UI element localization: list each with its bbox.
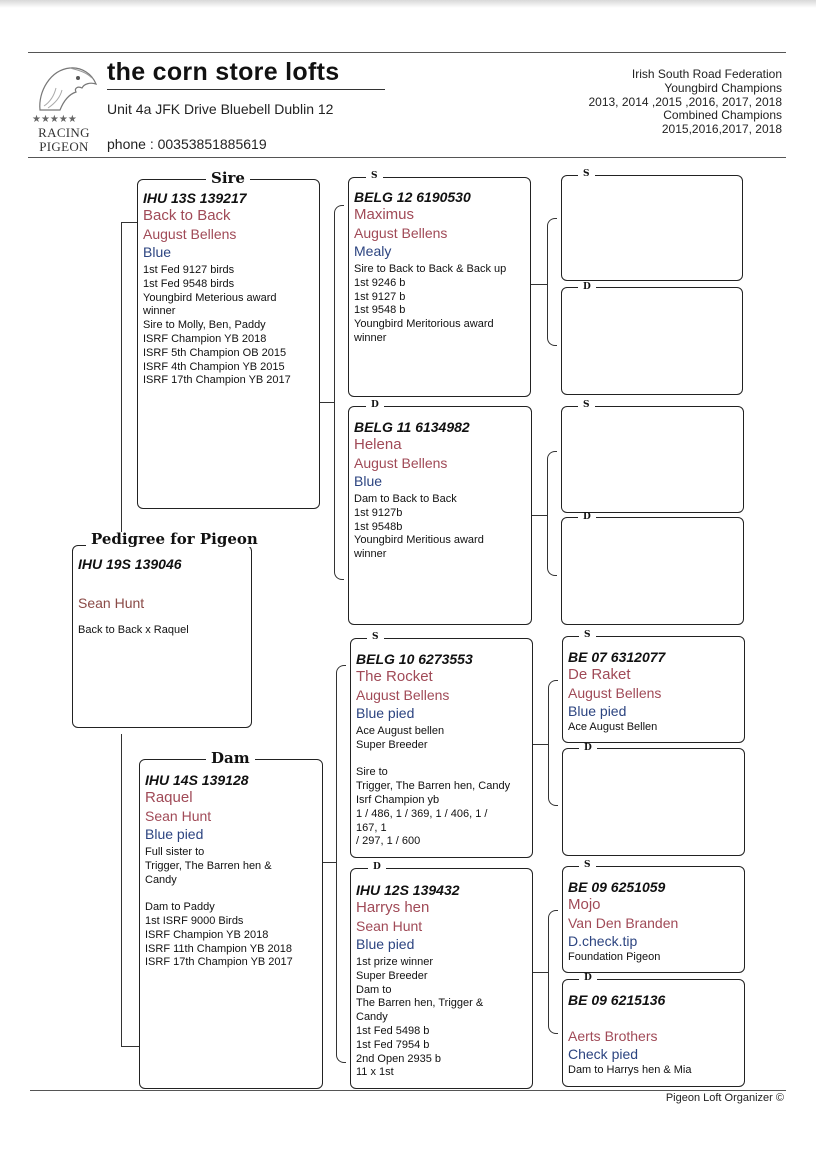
- breeder: August Bellens: [354, 225, 448, 241]
- note-line: Back to Back x Raquel: [78, 624, 189, 636]
- note-line: ISRF 17th Champion YB 2017: [143, 374, 291, 387]
- note-line: 1st 9548 b: [354, 304, 406, 317]
- note-line: 1st Fed 7954 b: [356, 1038, 430, 1051]
- note-line: 1st Fed 9548 birds: [143, 277, 235, 290]
- note-line: Super Breeder: [356, 969, 428, 982]
- note-line: ISRF Champion YB 2018: [143, 332, 267, 345]
- note-line: Isrf Champion yb: [356, 793, 440, 806]
- sire-sire-tag: S: [366, 172, 383, 181]
- note-line: Foundation Pigeon: [568, 951, 661, 963]
- breeder: August Bellens: [354, 455, 448, 471]
- svg-text:★★★★★: ★★★★★: [32, 114, 77, 125]
- note-line: The Barren hen, Trigger &: [356, 997, 484, 1010]
- note-line: ISRF 11th Champion YB 2018: [145, 942, 292, 955]
- note-line: Dam to Harrys hen & Mia: [568, 1064, 692, 1076]
- connector-line: [121, 222, 137, 223]
- colour: Blue: [354, 473, 383, 489]
- connector-line: [121, 734, 122, 1046]
- note-line: 1st 9246 b: [354, 276, 406, 289]
- connector-line: [323, 862, 337, 863]
- sire-sire-dam-tag: D: [578, 283, 596, 292]
- sire-dam-sire-card[interactable]: [561, 406, 744, 513]
- sire-sire-sire-card[interactable]: [561, 175, 743, 281]
- note-line: ISRF 17th Champion YB 2017: [145, 956, 293, 969]
- ring-number: BE 09 6251059: [568, 879, 666, 895]
- note-line: 11 x 1st: [356, 1066, 394, 1079]
- federation-line: 2013, 2014 ,2015 ,2016, 2017, 2018: [588, 94, 782, 109]
- note-line: ISRF 4th Champion YB 2015: [143, 360, 285, 373]
- dam-dam-sire-card[interactable]: [562, 866, 745, 973]
- ring-number: BE 09 6215136: [568, 992, 666, 1008]
- note-line: Dam to Back to Back: [354, 493, 457, 505]
- pigeon-name: [568, 1009, 740, 1027]
- notes: [354, 263, 526, 346]
- ring-number: IHU 12S 139432: [356, 882, 460, 898]
- federation-line: Youngbird Champions: [664, 80, 782, 95]
- footer-rule: [30, 1090, 786, 1091]
- dam-dam-tag: D: [368, 863, 386, 872]
- dam-sire-dam-card[interactable]: [562, 748, 745, 856]
- sire-dam-tag: D: [366, 401, 384, 410]
- breeder: August Bellens: [568, 685, 662, 701]
- dam-sire-sire-card[interactable]: [562, 636, 745, 743]
- note-line: Sire to Back to Back & Back up: [354, 263, 507, 275]
- sire-card[interactable]: [137, 179, 320, 509]
- notes: [78, 624, 247, 638]
- ring-number: IHU 14S 139128: [145, 772, 249, 788]
- bracket-line: [334, 205, 344, 580]
- note-line: winner: [354, 548, 387, 561]
- notes: [145, 846, 318, 970]
- note-line: 1 / 486, 1 / 369, 1 / 406, 1 /: [356, 807, 488, 820]
- note-line: 1st Fed 9127 birds: [143, 264, 235, 276]
- notes: [354, 493, 527, 562]
- notes: [143, 264, 315, 388]
- loft-address: Unit 4a JFK Drive Bluebell Dublin 12: [107, 101, 334, 117]
- note-line: 1st Fed 5498 b: [356, 1024, 430, 1037]
- connector-line: [532, 744, 549, 745]
- connector-line: [531, 515, 548, 516]
- note-line: Youngbird Meterious award: [143, 291, 277, 304]
- connector-line: [532, 972, 549, 973]
- breeder: Van Den Branden: [568, 915, 679, 931]
- federation-line: Combined Champions: [663, 108, 782, 123]
- sire-sire-dam-card[interactable]: [561, 287, 743, 395]
- bracket-line: [547, 218, 557, 346]
- colour: Blue pied: [356, 936, 415, 952]
- sire-dam-dam-tag: D: [578, 513, 596, 522]
- breeder: Sean Hunt: [145, 808, 212, 824]
- note-line: winner: [143, 305, 176, 318]
- dam-sire-sire-tag: S: [579, 631, 596, 640]
- loft-phone: phone : 00353851885619: [107, 136, 267, 152]
- note-line: Dam to: [356, 983, 392, 996]
- breeder: Sean Hunt: [356, 918, 423, 934]
- dam-dam-sire-tag: S: [579, 861, 596, 870]
- dam-sire-card[interactable]: [350, 638, 533, 858]
- colour: Blue pied: [145, 826, 204, 842]
- bracket-line: [548, 910, 558, 1034]
- note-line: Candy: [145, 873, 177, 886]
- ring-number: BELG 10 6273553: [356, 651, 473, 667]
- pigeon-name: Helena: [354, 436, 402, 453]
- ring-number: IHU 19S 139046: [78, 556, 182, 572]
- sire-dam-card[interactable]: [348, 406, 532, 625]
- pigeon-name: Back to Back: [143, 207, 231, 224]
- pigeon-name: De Raket: [568, 666, 631, 683]
- notes: [356, 725, 528, 849]
- notes: [568, 951, 740, 965]
- scan-edge: [0, 0, 816, 8]
- ring-number: BE 07 6312077: [568, 649, 666, 665]
- pedigree-for-pigeon-tag: Pedigree for Pigeon: [86, 532, 263, 547]
- loft-title: the corn store lofts: [107, 58, 340, 86]
- colour: Blue: [143, 244, 172, 260]
- dam-card[interactable]: [139, 759, 323, 1089]
- breeder: August Bellens: [143, 226, 237, 242]
- note-line: 1st ISRF 9000 Birds: [145, 914, 244, 927]
- sire-tag: Sire: [206, 171, 250, 186]
- note-line: ISRF 5th Champion OB 2015: [143, 346, 287, 359]
- note-line: 167, 1: [356, 821, 387, 834]
- note-line: 2nd Open 2935 b: [356, 1052, 442, 1065]
- breeder: Aerts Brothers: [568, 1028, 658, 1044]
- note-line: Sire to: [356, 766, 388, 779]
- note-line: [145, 887, 318, 901]
- note-line: Candy: [356, 1011, 388, 1024]
- dam-dam-card[interactable]: [350, 868, 533, 1089]
- note-line: 1st prize winner: [356, 956, 434, 968]
- dam-dam-dam-card[interactable]: [562, 979, 745, 1087]
- ring-number: IHU 13S 139217: [143, 190, 247, 206]
- notes: [568, 1064, 740, 1078]
- note-line: ISRF Champion YB 2018: [145, 928, 269, 941]
- note-line: Youngbird Meritious award: [354, 534, 484, 547]
- title-underline: [107, 89, 385, 90]
- colour: Blue pied: [356, 705, 415, 721]
- connector-line: [531, 284, 548, 285]
- notes: [568, 721, 740, 735]
- note-line: Trigger, The Barren hen, Candy: [356, 780, 511, 793]
- sire-dam-sire-tag: S: [578, 401, 595, 410]
- ring-number: BELG 12 6190530: [354, 189, 471, 205]
- notes: [356, 956, 528, 1080]
- note-line: Dam to Paddy: [145, 901, 215, 914]
- logo-text-line-1: RACING: [38, 125, 90, 140]
- pigeon-name: The Rocket: [356, 668, 433, 685]
- ring-number: BELG 11 6134982: [354, 419, 470, 435]
- note-line: winner: [354, 331, 387, 344]
- dam-sire-tag: S: [367, 633, 384, 642]
- header-top-rule: [28, 52, 786, 53]
- note-line: / 297, 1 / 600: [356, 835, 421, 848]
- dam-tag: Dam: [206, 751, 255, 766]
- bracket-line: [548, 680, 558, 806]
- note-line: Ace August bellen: [356, 725, 445, 737]
- colour: Check pied: [568, 1046, 639, 1062]
- footer-credit: Pigeon Loft Organizer ©: [665, 1092, 784, 1104]
- note-line: Super Breeder: [356, 738, 428, 751]
- dam-sire-dam-tag: D: [579, 744, 597, 753]
- pigeon-name: Mojo: [568, 896, 601, 913]
- dam-dam-dam-tag: D: [579, 974, 597, 983]
- sire-dam-dam-card[interactable]: [561, 517, 744, 625]
- note-line: Trigger, The Barren hen &: [145, 859, 272, 872]
- connector-line: [121, 1046, 139, 1047]
- federation-line: 2015,2016,2017, 2018: [661, 122, 782, 137]
- header-bottom-rule: [28, 157, 786, 158]
- connector-line: [121, 222, 122, 542]
- note-line: Ace August Bellen: [568, 721, 658, 733]
- federation-line: Irish South Road Federation: [631, 67, 782, 81]
- colour: D.check.tip: [568, 933, 638, 949]
- note-line: 1st 9127 b: [354, 290, 406, 303]
- pigeon-name: Raquel: [145, 789, 193, 806]
- colour: Blue pied: [568, 703, 627, 719]
- colour: Mealy: [354, 243, 392, 259]
- breeder: Sean Hunt: [78, 595, 145, 611]
- pigeon-name: Maximus: [354, 206, 415, 223]
- sire-sire-sire-tag: S: [578, 170, 595, 179]
- bracket-line: [547, 451, 557, 576]
- connector-line: [320, 402, 335, 403]
- pigeon-name: Harrys hen: [356, 899, 430, 916]
- note-line: Full sister to: [145, 846, 205, 858]
- logo-text-line-2: PIGEON: [39, 139, 89, 154]
- note-line: Youngbird Meritorious award: [354, 318, 494, 331]
- note-line: Sire to Molly, Ben, Paddy: [143, 319, 266, 332]
- note-line: [356, 753, 528, 767]
- note-line: 1st 9548b: [354, 520, 403, 533]
- sire-sire-card[interactable]: [348, 177, 531, 397]
- breeder: August Bellens: [356, 687, 450, 703]
- federation-info: [588, 68, 782, 137]
- note-line: 1st 9127b: [354, 506, 403, 519]
- subject-pigeon-card[interactable]: [72, 545, 252, 728]
- bracket-line: [336, 665, 346, 1063]
